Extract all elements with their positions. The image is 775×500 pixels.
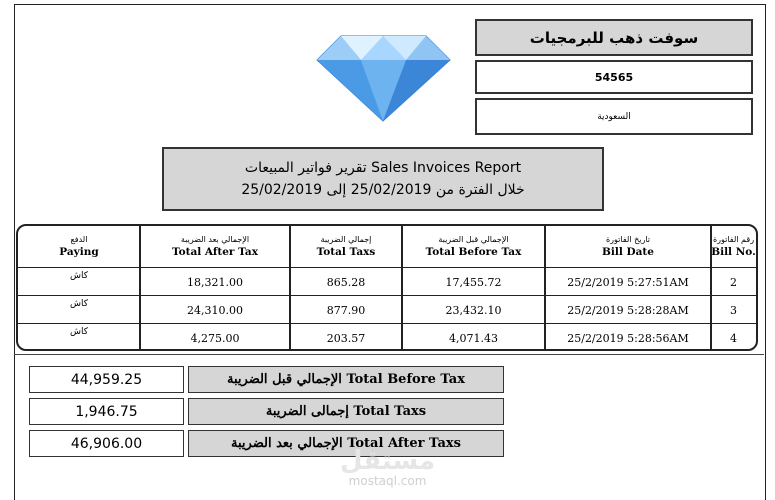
table-row (18, 324, 756, 351)
section-divider (14, 354, 764, 355)
cell-bill-date: 25/2/2019 5:27:51AM (567, 275, 689, 289)
cell-total-after-tax: 4,275.00 (190, 331, 240, 345)
cell-total-taxs: 877.90 (326, 303, 366, 317)
cell-bill-no: 4 (730, 331, 737, 345)
table-row (18, 268, 756, 296)
cell-paying: كاش (69, 299, 88, 309)
header-paying: الدفع Paying (59, 235, 99, 258)
report-title-box (162, 147, 604, 211)
header-bill-date: تاريخ الفاتورة Bill Date (602, 235, 654, 258)
table-row (18, 296, 756, 324)
cell-bill-no: 2 (730, 275, 737, 289)
total-before-tax-label: الإجمالي قبل الضريبة Total Before Tax (188, 366, 504, 393)
cell-bill-date: 25/2/2019 5:28:28AM (567, 303, 689, 317)
total-before-tax-value: 44,959.25 (29, 366, 184, 393)
cell-total-after-tax: 18,321.00 (187, 275, 243, 289)
company-name: سوفت ذهب للبرمجيات (475, 19, 753, 56)
header-total-before-tax: الإجمالي قبل الضريبة Total Before Tax (425, 235, 522, 258)
invoices-table (16, 224, 758, 351)
cell-paying: كاش (69, 327, 88, 337)
company-country: السعودية (475, 98, 753, 135)
watermark-logo: مستقل (340, 446, 436, 476)
cell-total-after-tax: 24,310.00 (187, 303, 243, 317)
cell-total-taxs: 865.28 (326, 275, 366, 289)
cell-bill-no: 3 (730, 303, 737, 317)
cell-border (711, 224, 758, 268)
cell-border (16, 224, 140, 268)
header-total-after-tax: الإجمالي بعد الضريبة Total After Tax (172, 235, 258, 258)
cell-bill-date: 25/2/2019 5:28:56AM (567, 331, 689, 345)
header-bill-no: رقم الفاتورة Bill No. (711, 235, 756, 258)
cell-total-before-tax: 17,455.72 (445, 275, 502, 289)
watermark-url: mostaql.com (348, 474, 427, 488)
diamond-logo-icon (316, 34, 451, 122)
header-total-taxs: إجمالي الضريبة Total Taxs (316, 235, 376, 258)
total-after-taxs-label: الإجمالي بعد الضريبة Total After Taxs (188, 430, 504, 457)
cell-border (545, 224, 711, 268)
total-after-taxs-value: 46,906.00 (29, 430, 184, 457)
watermark (340, 448, 435, 488)
cell-paying: كاش (69, 271, 88, 281)
total-taxs-label: إجمالى الضريبة Total Taxs (188, 398, 504, 425)
total-taxs-value: 1,946.75 (29, 398, 184, 425)
company-code: 54565 (475, 60, 753, 94)
cell-total-before-tax: 4,071.43 (449, 331, 498, 345)
cell-border (402, 224, 545, 268)
report-period: خلال الفترة من 25/02/2019 إلى 25/02/2019 (241, 182, 525, 198)
report-title: تقرير فواتير المبيعات Sales Invoices Report (244, 160, 522, 176)
cell-border (140, 224, 290, 268)
cell-total-taxs: 203.57 (326, 331, 366, 345)
cell-total-before-tax: 23,432.10 (445, 303, 502, 317)
cell-border (290, 224, 402, 268)
